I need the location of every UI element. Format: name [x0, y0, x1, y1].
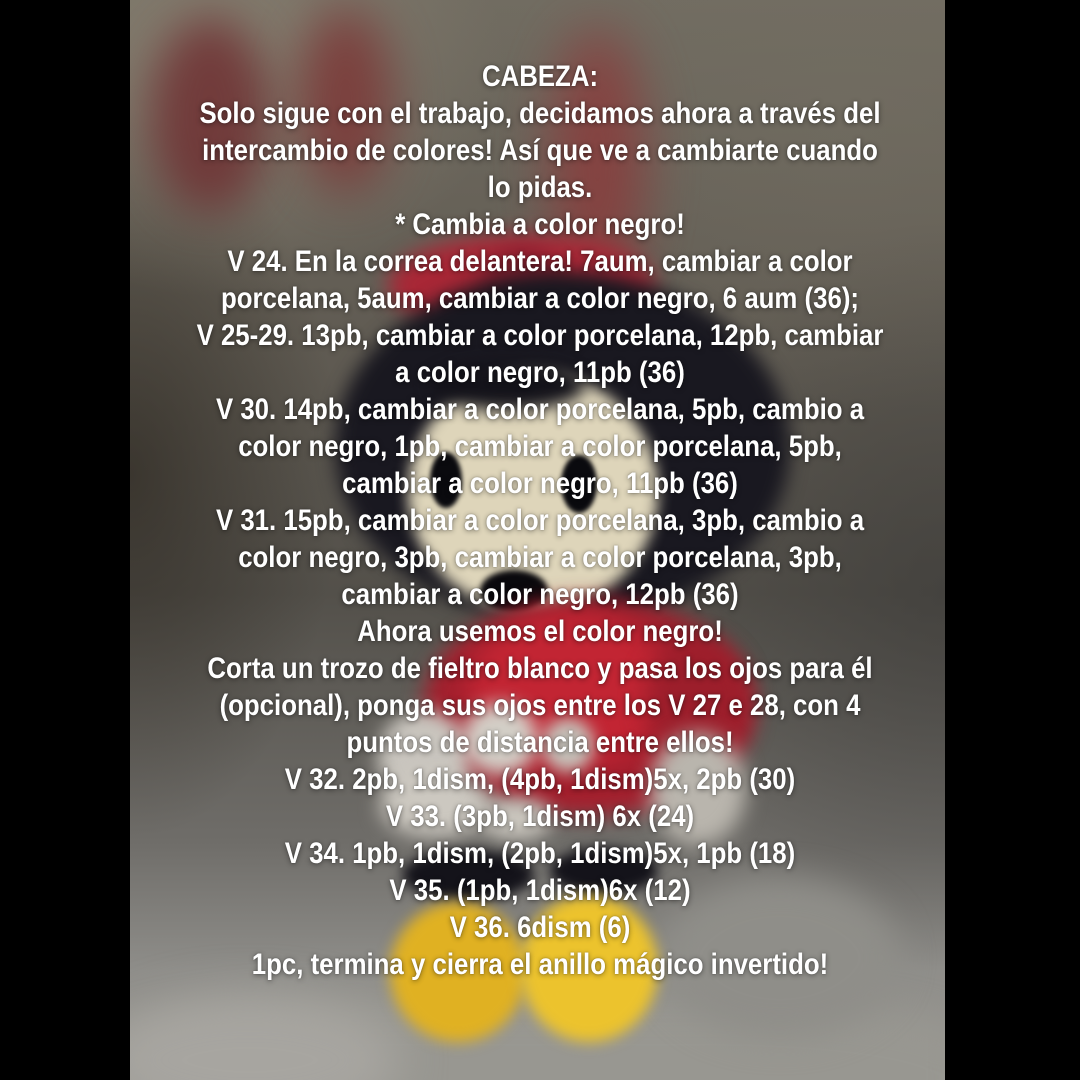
pattern-line: V 32. 2pb, 1dism, (4pb, 1dism)5x, 2pb (30)	[284, 763, 796, 796]
pattern-line: V 31. 15pb, cambiar a color porcelana, 3pb, cambio a	[215, 504, 865, 537]
pattern-line: color negro, 1pb, cambiar a color porcelana, 5pb,	[238, 430, 842, 463]
pattern-line: Corta un trozo de fieltro blanco y pasa los ojos para él	[207, 652, 873, 685]
pattern-line: (opcional), ponga sus ojos entre los V 27 e 28, con 4	[219, 689, 861, 722]
pattern-line: lo pidas.	[487, 171, 593, 204]
pattern-line: V 35. (1pb, 1dism)6x (12)	[389, 874, 691, 907]
pattern-line: V 25-29. 13pb, cambiar a color porcelana, 12pb, cambiar	[196, 319, 884, 352]
pattern-text-block	[76, 58, 1005, 983]
pattern-line: puntos de distancia entre ellos!	[346, 726, 734, 759]
pattern-line: * Cambia a color negro!	[395, 208, 685, 241]
pattern-line: V 24. En la correa delantera! 7aum, cambiar a color	[227, 245, 853, 278]
pattern-line: V 34. 1pb, 1dism, (2pb, 1dism)5x, 1pb (18)	[284, 837, 796, 870]
pattern-line: Solo sigue con el trabajo, decidamos ahora a través del	[199, 97, 881, 130]
pattern-line: Ahora usemos el color negro!	[357, 615, 723, 648]
pattern-line: color negro, 3pb, cambiar a color porcelana, 3pb,	[238, 541, 842, 574]
pattern-line: 1pc, termina y cierra el anillo mágico invertido!	[251, 948, 829, 981]
pattern-line: V 36. 6dism (6)	[449, 911, 631, 944]
section-title: CABEZA:	[481, 60, 599, 93]
pattern-line: V 33. (3pb, 1dism) 6x (24)	[385, 800, 695, 833]
pattern-line: cambiar a color negro, 12pb (36)	[341, 578, 739, 611]
pattern-line: intercambio de colores! Así que ve a cambiarte cuando	[202, 134, 878, 167]
pattern-line: porcelana, 5aum, cambiar a color negro, 6 aum (36);	[220, 282, 860, 315]
pattern-line: V 30. 14pb, cambiar a color porcelana, 5pb, cambio a	[215, 393, 865, 426]
pattern-line: a color negro, 11pb (36)	[395, 356, 685, 389]
pattern-line: cambiar a color negro, 11pb (36)	[342, 467, 738, 500]
